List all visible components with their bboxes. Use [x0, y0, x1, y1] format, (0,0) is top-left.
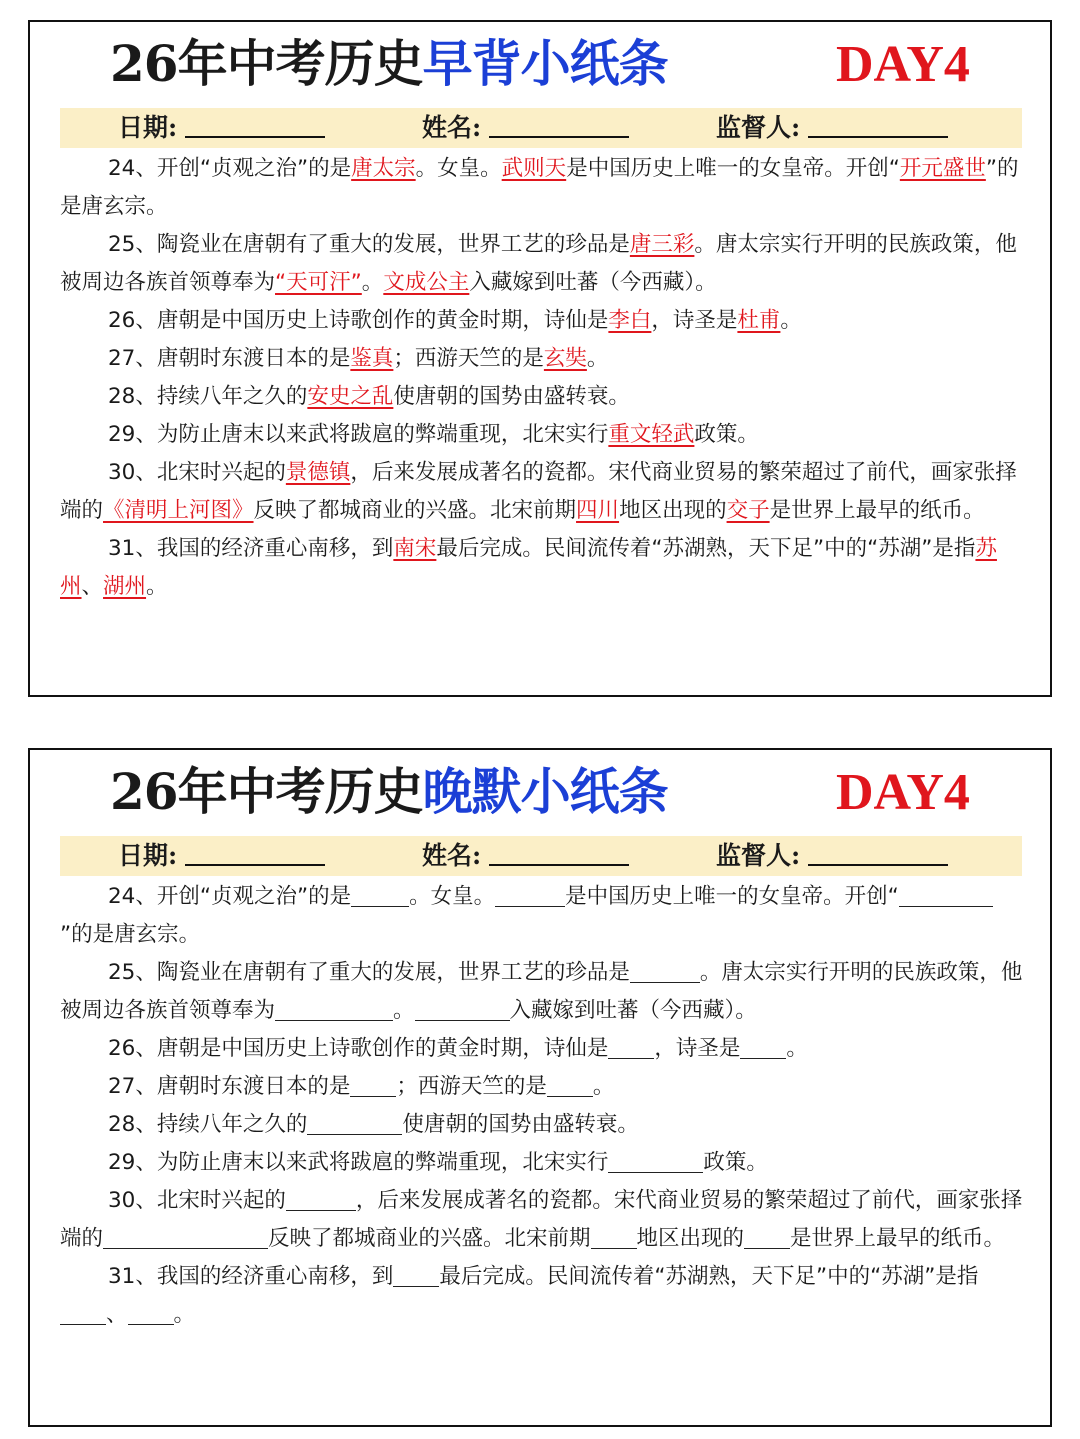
fill-blank[interactable] [608, 1148, 703, 1173]
fill-blank[interactable] [415, 996, 510, 1021]
supervisor-field [716, 108, 948, 148]
evening-card [28, 748, 1052, 1427]
date-label: 日期: [118, 841, 178, 870]
supervisor-field [716, 836, 948, 876]
fill-blank[interactable] [393, 1262, 439, 1287]
supervisor-label: 监督人: [716, 841, 801, 870]
answer: 景德镇 [285, 460, 351, 485]
item-24: 24、开创“贞观之治”的是 。女皇。 是中国历史上唯一的女皇帝。开创“”的是唐玄宗。 [60, 878, 1024, 954]
supervisor-label: 监督人: [716, 113, 801, 142]
date-blank[interactable] [185, 838, 325, 866]
answer: 《清明上河图》 [103, 498, 254, 523]
name-field [422, 108, 629, 148]
item-25: 25、陶瓷业在唐朝有了重大的发展，世界工艺的珍品是唐三彩。唐太宗实行开明的民族政策，他被周边各族首领尊奉为“天可汗”。文成公主入藏嫁到吐蕃（今西藏）。 [60, 232, 1017, 295]
name-blank[interactable] [489, 110, 629, 138]
title-main: 26年中考历史 [110, 34, 423, 93]
answer: 南宋 [393, 536, 437, 561]
morning-card [28, 20, 1052, 697]
fill-blank[interactable] [899, 882, 923, 907]
date-field [118, 108, 325, 148]
item-28: 28、持续八年之久的 使唐朝的国势由盛转衰。 [108, 1112, 639, 1137]
date-blank[interactable] [185, 110, 325, 138]
day-label: DAY4 [836, 36, 970, 93]
date-label: 日期: [118, 113, 178, 142]
fill-blank[interactable] [923, 882, 993, 907]
fill-blank[interactable] [60, 1300, 106, 1325]
fill-blank[interactable] [307, 1110, 402, 1135]
item-30: 30、北宋时兴起的 ，后来发展成著名的瓷都。宋代商业贸易的繁荣超过了前代，画家张择端的 反映了都城商业的兴盛。北宋前期 地区出现的 是世界上最早的纸币。 [60, 1188, 1023, 1251]
answer: 开元盛世 [899, 156, 986, 181]
card-header [30, 22, 1050, 112]
item-29: 29、为防止唐末以来武将跋扈的弊端重现，北宋实行 政策。 [108, 1150, 768, 1175]
item-27: 27、唐朝时东渡日本的是鉴真；西游天竺的是玄奘。 [108, 346, 609, 371]
fill-blank[interactable] [591, 1224, 637, 1249]
answer: 重文轻武 [608, 422, 695, 447]
supervisor-blank[interactable] [808, 838, 948, 866]
fill-blank[interactable] [128, 1300, 174, 1325]
item-29: 29、为防止唐末以来武将跋扈的弊端重现，北宋实行重文轻武政策。 [108, 422, 759, 447]
day-label: DAY4 [836, 764, 970, 821]
name-blank[interactable] [489, 838, 629, 866]
answer: 玄奘 [543, 346, 587, 371]
card-title [110, 760, 668, 824]
title-accent: 早背小纸条 [422, 34, 668, 93]
name-label: 姓名: [422, 841, 482, 870]
fill-blank[interactable] [630, 958, 700, 983]
fill-blank[interactable] [103, 1224, 268, 1249]
card-title [110, 32, 668, 96]
answer: “天可汗” [275, 270, 362, 295]
answer: 交子 [726, 498, 770, 523]
supervisor-blank[interactable] [808, 110, 948, 138]
title-main: 26年中考历史 [110, 762, 423, 821]
fill-blank[interactable] [351, 882, 409, 907]
answer: 苏州 [60, 536, 997, 599]
notes-body [60, 878, 1024, 1334]
fill-blank[interactable] [495, 882, 565, 907]
notes-body [60, 150, 1024, 606]
answer: 四川 [576, 498, 620, 523]
info-bar [60, 836, 1022, 876]
answer: 湖州 [103, 574, 147, 599]
item-26: 26、唐朝是中国历史上诗歌创作的黄金时期，诗仙是 ，诗圣是 。 [108, 1036, 808, 1061]
answer: 文成公主 [383, 270, 470, 295]
item-26: 26、唐朝是中国历史上诗歌创作的黄金时期，诗仙是李白，诗圣是杜甫。 [108, 308, 802, 333]
info-bar [60, 108, 1022, 148]
answer: 武则天 [501, 156, 567, 181]
answer: 鉴真 [350, 346, 394, 371]
date-field [118, 836, 325, 876]
fill-blank[interactable] [744, 1224, 790, 1249]
answer: 李白 [608, 308, 652, 333]
item-27: 27、唐朝时东渡日本的是 ；西游天竺的是 。 [108, 1074, 615, 1099]
item-31: 31、我国的经济重心南移，到南宋最后完成。民间流传着“苏湖熟，天下足”中的“苏湖”是指苏州、湖州。 [60, 536, 997, 599]
fill-blank[interactable] [350, 1072, 396, 1097]
answer: 唐太宗 [351, 156, 416, 181]
title-accent: 晚默小纸条 [422, 762, 668, 821]
name-label: 姓名: [422, 113, 482, 142]
item-24: 24、开创“贞观之治”的是唐太宗。女皇。武则天是中国历史上唯一的女皇帝。开创“开元盛世”的是唐玄宗。 [60, 156, 1019, 219]
item-25: 25、陶瓷业在唐朝有了重大的发展，世界工艺的珍品是 。唐太宗实行开明的民族政策，他被周边各族首领尊奉为 。 入藏嫁到吐蕃（今西藏）。 [60, 960, 1023, 1023]
item-31: 31、我国的经济重心南移，到 最后完成。民间流传着“苏湖熟，天下足”中的“苏湖”是指、 。 [60, 1258, 1024, 1334]
answer: 杜甫 [737, 308, 781, 333]
answer: 安史之乱 [307, 384, 394, 409]
card-header [30, 750, 1050, 840]
name-field [422, 836, 629, 876]
fill-blank[interactable] [608, 1034, 654, 1059]
item-30: 30、北宋时兴起的景德镇，后来发展成著名的瓷都。宋代商业贸易的繁荣超过了前代，画家张择端的《清明上河图》反映了都城商业的兴盛。北宋前期四川地区出现的交子是世界上最早的纸币。 [60, 460, 1017, 523]
fill-blank[interactable] [547, 1072, 593, 1097]
fill-blank[interactable] [275, 996, 393, 1021]
fill-blank[interactable] [286, 1186, 356, 1211]
fill-blank[interactable] [740, 1034, 786, 1059]
answer: 唐三彩 [629, 232, 695, 257]
item-28: 28、持续八年之久的安史之乱使唐朝的国势由盛转衰。 [108, 384, 630, 409]
